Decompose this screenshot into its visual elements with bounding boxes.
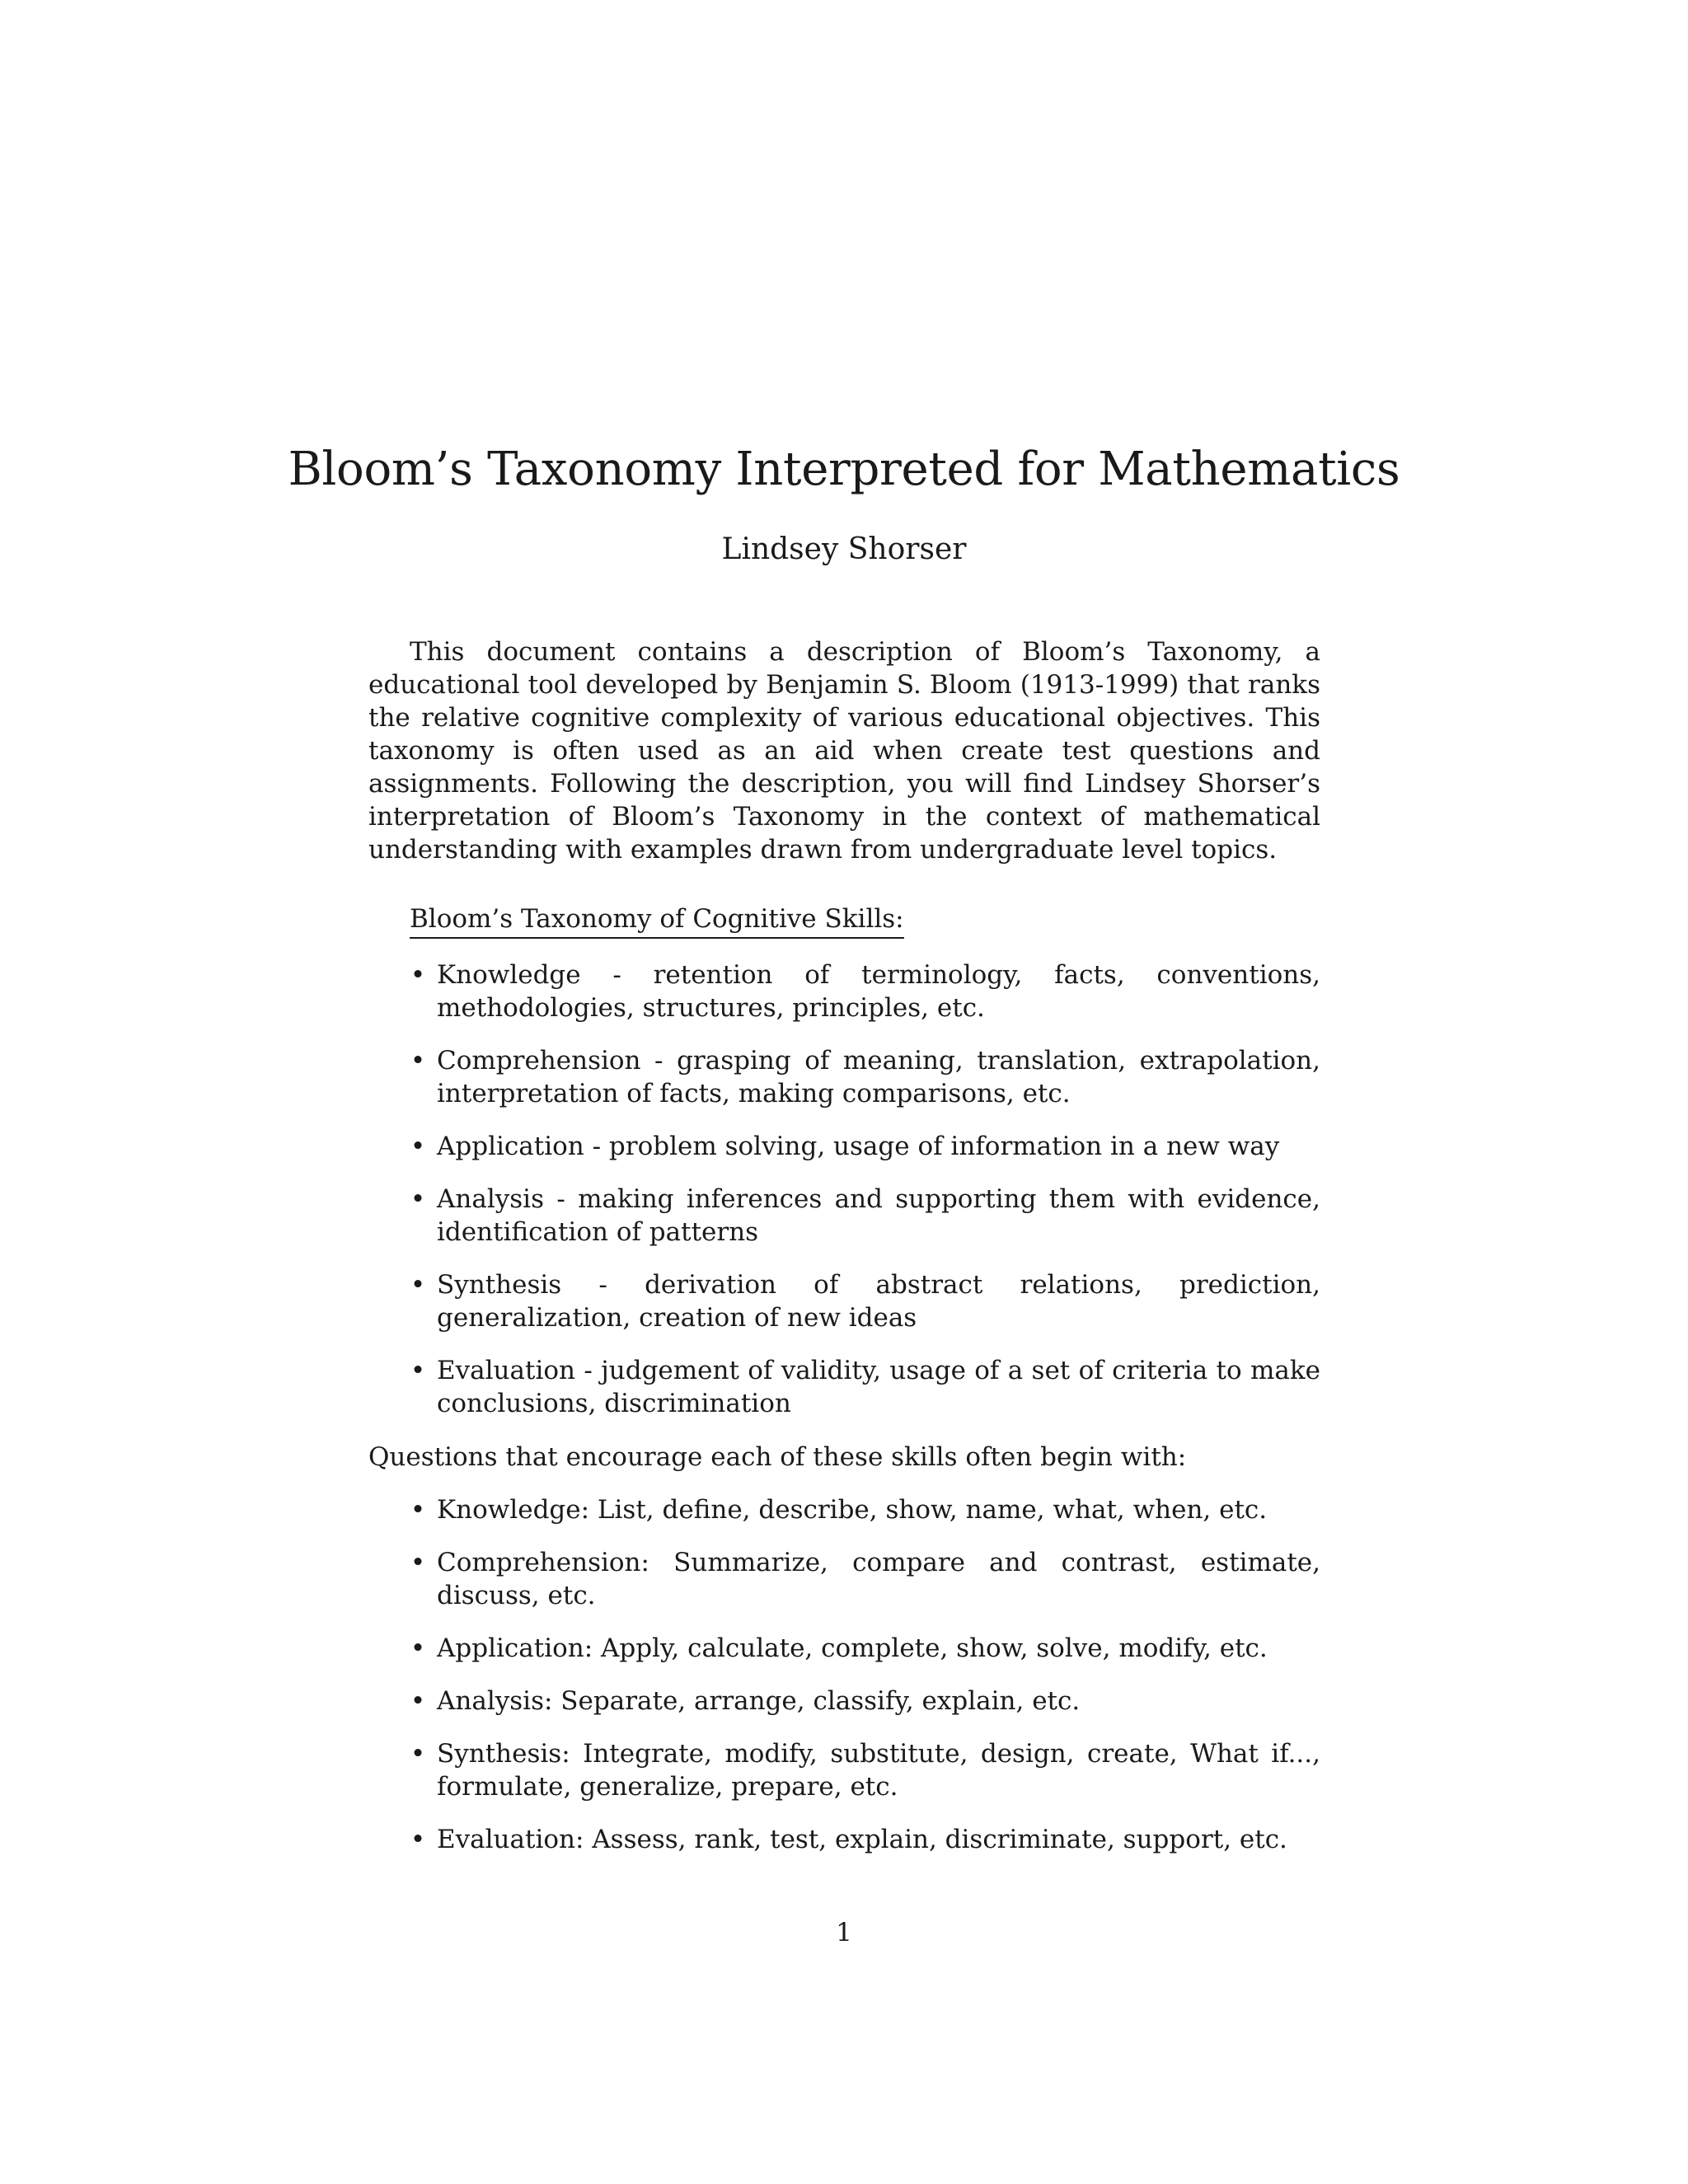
skills-heading: Bloom’s Taxonomy of Cognitive Skills: [410, 902, 904, 939]
bullet-icon: • [410, 1739, 426, 1769]
questions-list [410, 1493, 1320, 1876]
bullet-icon: • [410, 1495, 426, 1525]
list-item-text: Evaluation - judgement of validity, usage of a set of criteria to make conclusions, discrimination [437, 1356, 1320, 1418]
list-item [410, 1354, 1320, 1420]
list-item [410, 1546, 1320, 1612]
questions-intro: Questions that encourage each of these skills often begin with: [368, 1442, 1187, 1472]
list-item-text: Application - problem solving, usage of information in a new way [437, 1132, 1280, 1161]
list-item-text: Synthesis: Integrate, modify, substitute, design, create, What if..., formulate, generalize, prepare, etc. [437, 1739, 1320, 1802]
list-item [410, 1685, 1320, 1718]
list-item [410, 1823, 1320, 1856]
list-item [410, 1632, 1320, 1665]
list-item [410, 1737, 1320, 1803]
list-item [410, 1044, 1320, 1110]
document-author: Lindsey Shorser [721, 532, 967, 566]
page-number: 1 [836, 1918, 852, 1947]
bullet-icon: • [410, 1356, 426, 1385]
bullet-icon: • [410, 960, 426, 990]
bullet-icon: • [410, 1046, 426, 1076]
document-title: Bloom’s Taxonomy Interpreted for Mathematics [288, 443, 1400, 496]
list-item [410, 1493, 1320, 1526]
bullet-icon: • [410, 1548, 426, 1577]
list-item-text: Evaluation: Assess, rank, test, explain, discriminate, support, etc. [437, 1825, 1287, 1854]
list-item [410, 1183, 1320, 1249]
list-item-text: Knowledge: List, define, describe, show, name, what, when, etc. [437, 1495, 1268, 1525]
list-item [410, 1268, 1320, 1334]
bullet-icon: • [410, 1686, 426, 1716]
list-item [410, 1130, 1320, 1163]
bullet-icon: • [410, 1132, 426, 1161]
list-item-text: Analysis - making inferences and supporting them with evidence, identification of patterns [437, 1184, 1320, 1247]
skills-list [410, 958, 1320, 1440]
bullet-icon: • [410, 1270, 426, 1300]
abstract-paragraph: This document contains a description of Bloom’s Taxonomy, a educational tool developed by Benjamin S. Bloom (1913-1999) that ranks the relative cognitive complexity of various educational objectives. This taxonomy is often used as an aid when create test questions and assignments. Following the description, you will find Lindsey Shorser’s interpretation of Bloom’s Taxonomy in the context of mathematical understanding with examples drawn from undergraduate level topics. [368, 637, 1320, 865]
bullet-icon: • [410, 1825, 426, 1854]
list-item-text: Synthesis - derivation of abstract relations, prediction, generalization, creation of new ideas [437, 1270, 1320, 1333]
list-item-text: Application: Apply, calculate, complete, show, solve, modify, etc. [437, 1633, 1268, 1663]
list-item-text: Comprehension: Summarize, compare and contrast, estimate, discuss, etc. [437, 1548, 1320, 1610]
list-item [410, 958, 1320, 1024]
bullet-icon: • [410, 1184, 426, 1214]
list-item-text: Analysis: Separate, arrange, classify, explain, etc. [437, 1686, 1081, 1716]
list-item-text: Knowledge - retention of terminology, facts, conventions, methodologies, structures, principles, etc. [437, 960, 1320, 1023]
bullet-icon: • [410, 1633, 426, 1663]
list-item-text: Comprehension - grasping of meaning, translation, extrapolation, interpretation of facts, making comparisons, etc. [437, 1046, 1320, 1108]
